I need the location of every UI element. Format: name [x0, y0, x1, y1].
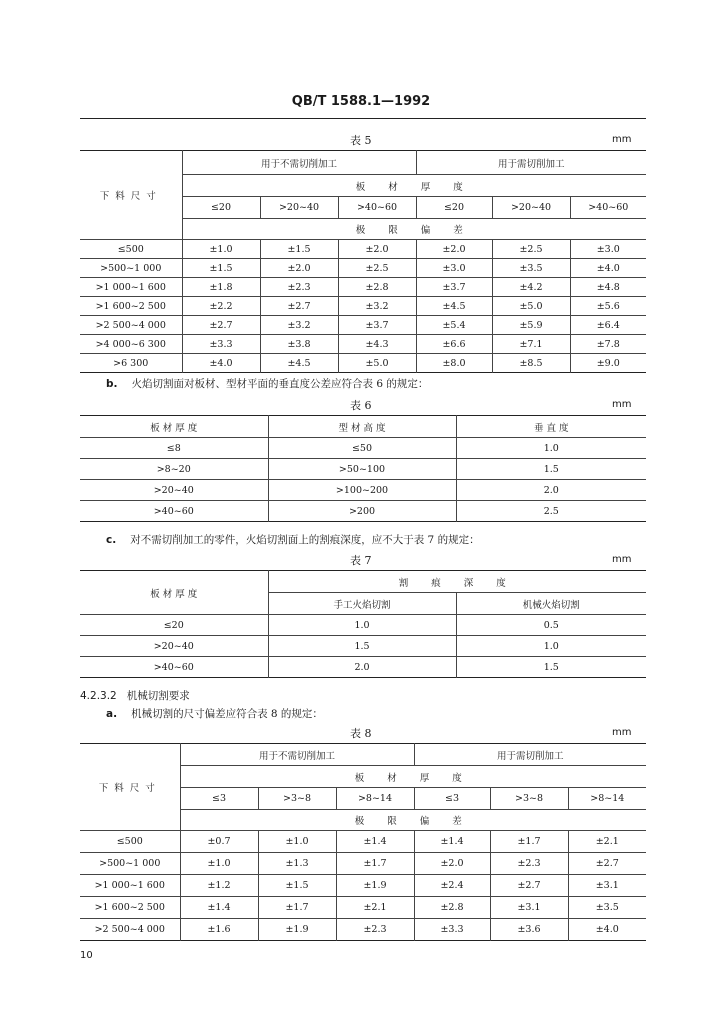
table8-size-cell: >500~1 000: [80, 853, 180, 875]
table8-value-cell: ±1.4: [414, 831, 490, 853]
table8-value-cell: ±3.3: [414, 919, 490, 941]
table-row: [80, 919, 646, 941]
table7-group-header: 割 痕 深 度: [268, 571, 646, 593]
table8-value-cell: ±3.5: [568, 897, 646, 919]
table5-value-cell: ±1.0: [182, 240, 260, 259]
table5-size-cell: >1 000~1 600: [80, 278, 182, 297]
table8-size-cell: >1 000~1 600: [80, 875, 180, 897]
table5-value-cell: ±3.7: [416, 278, 492, 297]
table7-row-header: 板 材 厚 度: [80, 571, 268, 615]
table5-value-cell: ±4.8: [570, 278, 646, 297]
table5-value-cell: ±7.8: [570, 335, 646, 354]
table5-size-cell: >6 300: [80, 354, 182, 373]
table5-value-cell: ±2.2: [182, 297, 260, 316]
table5-value-cell: ±5.4: [416, 316, 492, 335]
table5-group-header-1: 用于不需切削加工: [182, 151, 416, 175]
table5-thickness-col: ≤20: [182, 197, 260, 219]
table8-value-cell: ±3.6: [490, 919, 568, 941]
table8-value-cell: ±1.0: [258, 831, 336, 853]
table6-cell: >200: [268, 501, 456, 522]
table5-value-cell: ±2.8: [338, 278, 416, 297]
table5-value-cell: ±4.2: [492, 278, 570, 297]
table8-value-cell: ±1.4: [180, 897, 258, 919]
table8-value-cell: ±1.7: [490, 831, 568, 853]
table8-size-cell: ≤500: [80, 831, 180, 853]
paragraph-a: [106, 706, 323, 721]
table8-value-cell: ±1.6: [180, 919, 258, 941]
table5-value-cell: ±8.0: [416, 354, 492, 373]
table5-thickness-header: 板 材 厚 度: [182, 175, 646, 197]
table5-value-cell: ±5.0: [338, 354, 416, 373]
paragraph-c-label: c.: [106, 534, 117, 546]
table6-cell: >8~20: [80, 459, 268, 480]
table8-thickness-col: >3~8: [490, 788, 568, 810]
table5-thickness-col: >20~40: [260, 197, 338, 219]
table5: [80, 150, 646, 373]
table5-size-cell: ≤500: [80, 240, 182, 259]
table5-size-cell: >4 000~6 300: [80, 335, 182, 354]
table5-value-cell: ±2.5: [338, 259, 416, 278]
table5-value-cell: ±3.8: [260, 335, 338, 354]
table5-row-header: 下料尺寸: [80, 151, 182, 240]
table6-body: [80, 416, 646, 522]
table5-value-cell: ±1.5: [182, 259, 260, 278]
table5-unit: mm: [612, 134, 632, 145]
table-row: [80, 335, 646, 354]
table8-size-cell: >1 600~2 500: [80, 897, 180, 919]
table5-value-cell: ±3.3: [182, 335, 260, 354]
table6-cell: ≤8: [80, 438, 268, 459]
table8-value-cell: ±2.3: [490, 853, 568, 875]
table-row: [80, 480, 646, 501]
table6-cell: ≤50: [268, 438, 456, 459]
section-heading: [80, 688, 190, 703]
table5-thickness-col: >20~40: [492, 197, 570, 219]
table-row: [80, 875, 646, 897]
table8-size-cell: >2 500~4 000: [80, 919, 180, 941]
table7-cell: 1.5: [268, 636, 456, 657]
table7-cell: >20~40: [80, 636, 268, 657]
table8-value-cell: ±3.1: [568, 875, 646, 897]
section-title: 机械切割要求: [126, 690, 190, 702]
table6-cell: >40~60: [80, 501, 268, 522]
paragraph-c-text: 对不需切削加工的零件，火焰切割面上的割痕深度，应不大于表 7 的规定：: [130, 534, 480, 546]
table5-value-cell: ±1.5: [260, 240, 338, 259]
table7-cell: 1.0: [268, 615, 456, 636]
table7-cell: >40~60: [80, 657, 268, 678]
paragraph-b-label: b.: [106, 378, 118, 390]
table5-caption: 表 5: [350, 134, 372, 147]
table8-row-header: 下料尺寸: [80, 744, 180, 831]
table7-cell: 1.0: [456, 636, 646, 657]
table-row: [80, 438, 646, 459]
table6-cell: 2.5: [456, 501, 646, 522]
table6-unit: mm: [612, 399, 632, 410]
table6-cell: >100~200: [268, 480, 456, 501]
table5-value-cell: ±3.0: [570, 240, 646, 259]
table-row: [80, 831, 646, 853]
table-row: [80, 259, 646, 278]
table5-value-cell: ±8.5: [492, 354, 570, 373]
table-row: [80, 615, 646, 636]
table6-cell: 2.0: [456, 480, 646, 501]
table8-value-cell: ±1.2: [180, 875, 258, 897]
table8-value-cell: ±2.1: [568, 831, 646, 853]
table5-value-cell: ±2.3: [260, 278, 338, 297]
table7-cell: 2.0: [268, 657, 456, 678]
table5-value-cell: ±7.1: [492, 335, 570, 354]
table5-value-cell: ±3.2: [260, 316, 338, 335]
table5-value-cell: ±4.3: [338, 335, 416, 354]
table8-caption: 表 8: [350, 727, 372, 740]
table5-value-cell: ±2.7: [182, 316, 260, 335]
table8-value-cell: ±2.7: [490, 875, 568, 897]
paragraph-c: [106, 532, 480, 547]
table8-value-cell: ±1.4: [336, 831, 414, 853]
table8-value-cell: ±0.7: [180, 831, 258, 853]
table-row: [80, 636, 646, 657]
table8-value-cell: ±1.3: [258, 853, 336, 875]
table8-value-cell: ±2.4: [414, 875, 490, 897]
table-row: [80, 657, 646, 678]
table5-value-cell: ±2.0: [260, 259, 338, 278]
table5-value-cell: ±4.5: [260, 354, 338, 373]
table5-value-cell: ±3.2: [338, 297, 416, 316]
table8-value-cell: ±1.5: [258, 875, 336, 897]
table6-cell: >20~40: [80, 480, 268, 501]
table7-cell: ≤20: [80, 615, 268, 636]
table8-deviation-header: 极 限 偏 差: [180, 810, 646, 831]
table-row: [80, 297, 646, 316]
table5-body: [80, 151, 646, 373]
table5-value-cell: ±1.8: [182, 278, 260, 297]
table7-sub-header-manual: 手工火焰切割: [268, 593, 456, 615]
table8-value-cell: ±2.1: [336, 897, 414, 919]
table5-size-cell: >2 500~4 000: [80, 316, 182, 335]
table8-thickness-col: ≤3: [180, 788, 258, 810]
table7-cell: 1.5: [456, 657, 646, 678]
table7-cell: 0.5: [456, 615, 646, 636]
table8-thickness-col: ≤3: [414, 788, 490, 810]
table5-thickness-col: >40~60: [570, 197, 646, 219]
table8-value-cell: ±2.7: [568, 853, 646, 875]
page-number: 10: [80, 950, 93, 961]
table5-value-cell: ±4.0: [182, 354, 260, 373]
table8-value-cell: ±1.9: [258, 919, 336, 941]
table8-value-cell: ±1.9: [336, 875, 414, 897]
table5-value-cell: ±5.6: [570, 297, 646, 316]
table8-value-cell: ±1.7: [336, 853, 414, 875]
header-rule: [80, 118, 646, 119]
standard-code-header: QB/T 1588.1—1992: [291, 94, 431, 109]
table6-cell: >50~100: [268, 459, 456, 480]
table6-cell: 1.0: [456, 438, 646, 459]
table-row: [80, 278, 646, 297]
table5-value-cell: ±5.9: [492, 316, 570, 335]
table-row: [80, 354, 646, 373]
table8-thickness-col: >3~8: [258, 788, 336, 810]
table6-caption: 表 6: [350, 399, 372, 412]
table5-value-cell: ±2.0: [338, 240, 416, 259]
table8-thickness-col: >8~14: [336, 788, 414, 810]
table-row: [80, 501, 646, 522]
table5-value-cell: ±5.0: [492, 297, 570, 316]
table5-thickness-col: ≤20: [416, 197, 492, 219]
table5-value-cell: ±3.5: [492, 259, 570, 278]
table7: [80, 570, 646, 678]
table5-value-cell: ±9.0: [570, 354, 646, 373]
paragraph-a-text: 机械切割的尺寸偏差应符合表 8 的规定：: [131, 708, 323, 720]
table8-group-header-2: 用于需切削加工: [414, 744, 646, 766]
paragraph-a-label: a.: [106, 708, 118, 720]
table5-value-cell: ±2.0: [416, 240, 492, 259]
table6-header-perpendicularity: 垂 直 度: [456, 416, 646, 438]
table8-value-cell: ±2.3: [336, 919, 414, 941]
table5-value-cell: ±2.5: [492, 240, 570, 259]
table6: [80, 415, 646, 522]
table8-value-cell: ±1.7: [258, 897, 336, 919]
table8-thickness-header: 板 材 厚 度: [180, 766, 646, 788]
table6-cell: 1.5: [456, 459, 646, 480]
section-number: 4.2.3.2: [80, 690, 117, 702]
paragraph-b: [106, 376, 428, 391]
table7-sub-header-machine: 机械火焰切割: [456, 593, 646, 615]
table8-thickness-col: >8~14: [568, 788, 646, 810]
table8-value-cell: ±2.8: [414, 897, 490, 919]
table6-header-thickness: 板 材 厚 度: [80, 416, 268, 438]
table5-value-cell: ±2.7: [260, 297, 338, 316]
table-row: [80, 853, 646, 875]
table8: [80, 743, 646, 941]
table5-value-cell: ±4.0: [570, 259, 646, 278]
table7-unit: mm: [612, 554, 632, 565]
table8-value-cell: ±4.0: [568, 919, 646, 941]
table8-unit: mm: [612, 727, 632, 738]
table5-value-cell: ±3.0: [416, 259, 492, 278]
paragraph-b-text: 火焰切割面对板材、型材平面的垂直度公差应符合表 6 的规定：: [131, 378, 429, 390]
table5-value-cell: ±4.5: [416, 297, 492, 316]
table5-value-cell: ±6.4: [570, 316, 646, 335]
table8-value-cell: ±1.0: [180, 853, 258, 875]
table5-group-header-2: 用于需切削加工: [416, 151, 646, 175]
table5-size-cell: >500~1 000: [80, 259, 182, 278]
table6-header-height: 型 材 高 度: [268, 416, 456, 438]
table7-body: [80, 571, 646, 678]
table5-value-cell: ±3.7: [338, 316, 416, 335]
table5-value-cell: ±6.6: [416, 335, 492, 354]
table5-size-cell: >1 600~2 500: [80, 297, 182, 316]
table-row: [80, 897, 646, 919]
table7-caption: 表 7: [350, 554, 372, 567]
table-row: [80, 316, 646, 335]
table5-deviation-header: 极 限 偏 差: [182, 219, 646, 240]
table8-value-cell: ±2.0: [414, 853, 490, 875]
table-row: [80, 240, 646, 259]
table8-body: [80, 744, 646, 941]
table5-thickness-col: >40~60: [338, 197, 416, 219]
table8-group-header-1: 用于不需切削加工: [180, 744, 414, 766]
table-row: [80, 459, 646, 480]
table8-value-cell: ±3.1: [490, 897, 568, 919]
